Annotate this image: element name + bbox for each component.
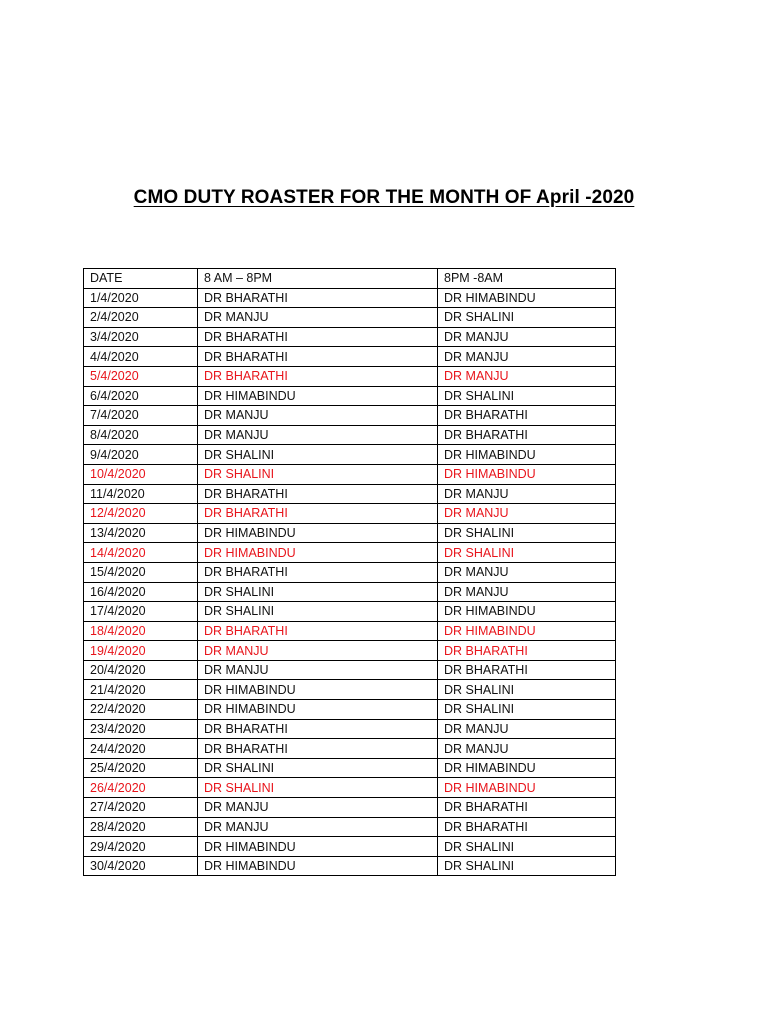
day-shift-cell: DR MANJU — [198, 425, 438, 445]
date-cell: 2/4/2020 — [84, 308, 198, 328]
night-shift-cell: DR MANJU — [438, 504, 616, 524]
table-row — [84, 660, 616, 680]
table-row — [84, 602, 616, 622]
table-row — [84, 680, 616, 700]
night-shift-cell: DR BHARATHI — [438, 817, 616, 837]
day-shift-cell: DR BHARATHI — [198, 504, 438, 524]
table-row — [84, 347, 616, 367]
date-cell: 6/4/2020 — [84, 386, 198, 406]
date-cell: 21/4/2020 — [84, 680, 198, 700]
table-row — [84, 778, 616, 798]
day-shift-cell: DR BHARATHI — [198, 484, 438, 504]
day-shift-cell: DR SHALINI — [198, 445, 438, 465]
date-cell: 16/4/2020 — [84, 582, 198, 602]
table-row — [84, 700, 616, 720]
day-shift-cell: DR MANJU — [198, 406, 438, 426]
night-shift-cell: DR MANJU — [438, 327, 616, 347]
night-shift-cell: DR SHALINI — [438, 523, 616, 543]
night-shift-cell: DR MANJU — [438, 347, 616, 367]
date-cell: 27/4/2020 — [84, 798, 198, 818]
day-shift-cell: DR SHALINI — [198, 778, 438, 798]
table-row — [84, 837, 616, 857]
day-shift-cell: DR SHALINI — [198, 758, 438, 778]
table-body — [84, 288, 616, 876]
night-shift-cell: DR SHALINI — [438, 856, 616, 876]
date-cell: 14/4/2020 — [84, 543, 198, 563]
duty-roster-table — [83, 268, 616, 876]
date-cell: 1/4/2020 — [84, 288, 198, 308]
header-day-shift: 8 AM – 8PM — [198, 269, 438, 289]
table-row — [84, 856, 616, 876]
night-shift-cell: DR BHARATHI — [438, 641, 616, 661]
table-row — [84, 621, 616, 641]
night-shift-cell: DR SHALINI — [438, 680, 616, 700]
day-shift-cell: DR HIMABINDU — [198, 680, 438, 700]
day-shift-cell: DR BHARATHI — [198, 719, 438, 739]
date-cell: 23/4/2020 — [84, 719, 198, 739]
day-shift-cell: DR MANJU — [198, 660, 438, 680]
day-shift-cell: DR BHARATHI — [198, 288, 438, 308]
day-shift-cell: DR BHARATHI — [198, 739, 438, 759]
date-cell: 13/4/2020 — [84, 523, 198, 543]
table-row — [84, 366, 616, 386]
night-shift-cell: DR SHALINI — [438, 700, 616, 720]
night-shift-cell: DR BHARATHI — [438, 406, 616, 426]
day-shift-cell: DR SHALINI — [198, 602, 438, 622]
night-shift-cell: DR HIMABINDU — [438, 621, 616, 641]
day-shift-cell: DR MANJU — [198, 798, 438, 818]
day-shift-cell: DR BHARATHI — [198, 621, 438, 641]
table-row — [84, 504, 616, 524]
day-shift-cell: DR HIMABINDU — [198, 543, 438, 563]
date-cell: 30/4/2020 — [84, 856, 198, 876]
day-shift-cell: DR MANJU — [198, 641, 438, 661]
day-shift-cell: DR HIMABINDU — [198, 700, 438, 720]
day-shift-cell: DR SHALINI — [198, 464, 438, 484]
day-shift-cell: DR HIMABINDU — [198, 523, 438, 543]
day-shift-cell: DR HIMABINDU — [198, 856, 438, 876]
table-row — [84, 484, 616, 504]
night-shift-cell: DR SHALINI — [438, 308, 616, 328]
night-shift-cell: DR HIMABINDU — [438, 464, 616, 484]
table-row — [84, 543, 616, 563]
night-shift-cell: DR MANJU — [438, 562, 616, 582]
table-row — [84, 758, 616, 778]
table-row — [84, 562, 616, 582]
table-row — [84, 798, 616, 818]
night-shift-cell: DR HIMABINDU — [438, 758, 616, 778]
table-row — [84, 641, 616, 661]
night-shift-cell: DR MANJU — [438, 582, 616, 602]
night-shift-cell: DR SHALINI — [438, 386, 616, 406]
date-cell: 5/4/2020 — [84, 366, 198, 386]
table-row — [84, 817, 616, 837]
table-row — [84, 406, 616, 426]
header-night-shift: 8PM -8AM — [438, 269, 616, 289]
day-shift-cell: DR MANJU — [198, 817, 438, 837]
night-shift-cell: DR HIMABINDU — [438, 445, 616, 465]
day-shift-cell: DR SHALINI — [198, 582, 438, 602]
table-header-row — [84, 269, 616, 289]
table-row — [84, 308, 616, 328]
table-row — [84, 288, 616, 308]
date-cell: 15/4/2020 — [84, 562, 198, 582]
day-shift-cell: DR BHARATHI — [198, 562, 438, 582]
night-shift-cell: DR HIMABINDU — [438, 288, 616, 308]
date-cell: 11/4/2020 — [84, 484, 198, 504]
date-cell: 7/4/2020 — [84, 406, 198, 426]
date-cell: 19/4/2020 — [84, 641, 198, 661]
day-shift-cell: DR MANJU — [198, 308, 438, 328]
day-shift-cell: DR HIMABINDU — [198, 837, 438, 857]
date-cell: 3/4/2020 — [84, 327, 198, 347]
night-shift-cell: DR BHARATHI — [438, 660, 616, 680]
date-cell: 26/4/2020 — [84, 778, 198, 798]
day-shift-cell: DR BHARATHI — [198, 366, 438, 386]
night-shift-cell: DR HIMABINDU — [438, 778, 616, 798]
table-row — [84, 464, 616, 484]
table-row — [84, 386, 616, 406]
night-shift-cell: DR BHARATHI — [438, 425, 616, 445]
date-cell: 29/4/2020 — [84, 837, 198, 857]
night-shift-cell: DR BHARATHI — [438, 798, 616, 818]
night-shift-cell: DR MANJU — [438, 739, 616, 759]
page-title: CMO DUTY ROASTER FOR THE MONTH OF April -2020 — [133, 187, 635, 208]
date-cell: 10/4/2020 — [84, 464, 198, 484]
date-cell: 18/4/2020 — [84, 621, 198, 641]
day-shift-cell: DR BHARATHI — [198, 347, 438, 367]
day-shift-cell: DR HIMABINDU — [198, 386, 438, 406]
date-cell: 9/4/2020 — [84, 445, 198, 465]
date-cell: 24/4/2020 — [84, 739, 198, 759]
table-row — [84, 445, 616, 465]
night-shift-cell: DR MANJU — [438, 719, 616, 739]
date-cell: 12/4/2020 — [84, 504, 198, 524]
night-shift-cell: DR HIMABINDU — [438, 602, 616, 622]
date-cell: 8/4/2020 — [84, 425, 198, 445]
night-shift-cell: DR SHALINI — [438, 837, 616, 857]
day-shift-cell: DR BHARATHI — [198, 327, 438, 347]
date-cell: 25/4/2020 — [84, 758, 198, 778]
table-row — [84, 739, 616, 759]
table-row — [84, 719, 616, 739]
table-row — [84, 523, 616, 543]
table-row — [84, 582, 616, 602]
table-row — [84, 425, 616, 445]
date-cell: 20/4/2020 — [84, 660, 198, 680]
header-date: DATE — [84, 269, 198, 289]
table-row — [84, 327, 616, 347]
night-shift-cell: DR MANJU — [438, 366, 616, 386]
night-shift-cell: DR SHALINI — [438, 543, 616, 563]
date-cell: 28/4/2020 — [84, 817, 198, 837]
night-shift-cell: DR MANJU — [438, 484, 616, 504]
date-cell: 22/4/2020 — [84, 700, 198, 720]
date-cell: 17/4/2020 — [84, 602, 198, 622]
date-cell: 4/4/2020 — [84, 347, 198, 367]
